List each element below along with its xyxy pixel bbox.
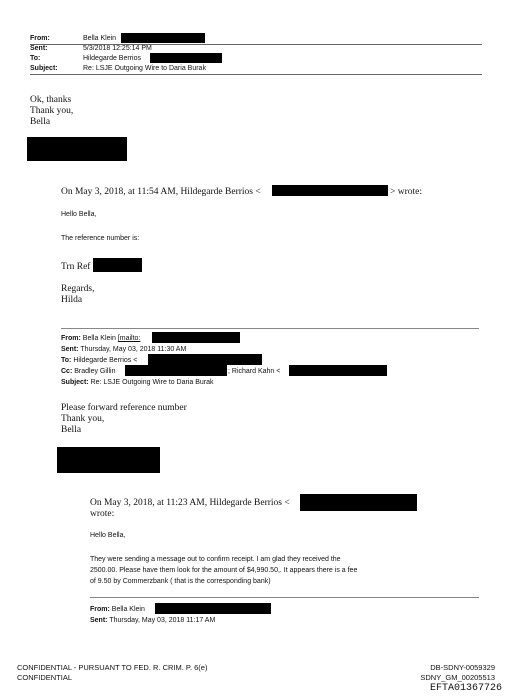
subject-label: Subject: xyxy=(61,379,89,386)
from-label: From: xyxy=(30,35,50,42)
bates-number: DB-SDNY-0059329 xyxy=(430,663,495,672)
redaction-box xyxy=(121,33,205,43)
quote-intro-end: > wrote: xyxy=(390,187,423,197)
email2-subject xyxy=(61,378,214,388)
efta-number: EFTA01367726 xyxy=(429,683,502,694)
sent-value: 5/3/2018 12:25:14 PM xyxy=(83,45,152,52)
redaction-box xyxy=(125,365,227,376)
redaction-box xyxy=(27,137,127,161)
reference-line: The reference number is: xyxy=(61,235,140,242)
sent-label: Sent: xyxy=(61,346,79,353)
email2-cc xyxy=(61,367,115,377)
email3-from xyxy=(90,605,145,615)
email2-from xyxy=(61,334,140,344)
redaction-box xyxy=(93,258,142,272)
to-label: To: xyxy=(61,357,72,364)
greeting: Hello Bella, xyxy=(90,532,126,539)
redaction-box xyxy=(150,53,222,63)
trn-ref-label: Trn Ref xyxy=(61,262,91,272)
quote-intro: On May 3, 2018, at 11:23 AM, Hildegarde Berrios < xyxy=(90,498,290,508)
from-label: From: xyxy=(90,606,110,613)
body-line: Please forward reference number xyxy=(61,403,187,413)
email3-sent xyxy=(90,616,215,626)
body-line: They were sending a message out to confirm receipt. I am glad they received the xyxy=(90,556,341,563)
greeting: Hello Bella, xyxy=(61,211,97,218)
to-value: Hildegarde Berrios < xyxy=(73,357,138,364)
sent-value: Thursday, May 03, 2018 11:30 AM xyxy=(80,346,187,353)
signature-bella: Bella xyxy=(61,425,82,435)
cc-value: Bradley Gillin xyxy=(74,368,116,375)
redaction-box xyxy=(272,185,388,196)
cc-label: Cc: xyxy=(61,368,73,375)
subject-label: Subject: xyxy=(30,65,58,72)
reply-line: Thank you, xyxy=(30,106,74,116)
from-value: Bella Klein xyxy=(82,335,116,342)
body-line: Thank you, xyxy=(61,414,105,424)
header-rule xyxy=(30,74,482,75)
redaction-box xyxy=(289,365,387,376)
quote-intro: On May 3, 2018, at 11:54 AM, Hildegarde Berrios < xyxy=(61,187,261,197)
body-line: of 9.50 by Commerzbank ( that is the corresponding bank) xyxy=(90,578,271,585)
redaction-box xyxy=(148,354,262,365)
redaction-box xyxy=(300,494,417,511)
confidential-notice: CONFIDENTIAL - PURSUANT TO FED. R. CRIM. P. 6(e) xyxy=(17,663,208,672)
from-value: Bella Klein xyxy=(111,606,145,613)
reply-line: Ok, thanks xyxy=(30,95,72,105)
cc-value-2: ; Richard Kahn < xyxy=(228,368,281,375)
quote-rule xyxy=(61,328,479,329)
sent-label: Sent: xyxy=(30,45,48,52)
redaction-box xyxy=(57,447,160,473)
from-label: From: xyxy=(61,335,81,342)
header-rule xyxy=(30,44,482,45)
quote-rule xyxy=(90,597,479,598)
body-line: 2500.00. Please have them look for the amount of $4,990.50,. It appears there is a fee xyxy=(90,567,358,574)
quote-intro-end: wrote: xyxy=(90,509,115,519)
redaction-box xyxy=(152,332,240,343)
bates-number: SDNY_GM_00205513 xyxy=(420,673,495,682)
regards: Regards, xyxy=(61,284,95,294)
from-value: Bella Klein xyxy=(83,35,117,42)
confidential-label: CONFIDENTIAL xyxy=(17,673,73,682)
reply-signature: Bella xyxy=(30,117,51,127)
redaction-box xyxy=(155,603,271,614)
sent-value: Thursday, May 03, 2018 11:17 AM xyxy=(109,617,216,624)
to-label: To: xyxy=(30,55,41,62)
sent-label: Sent: xyxy=(90,617,108,624)
subject-value: Re: LSJE Outgoing Wire to Daria Burak xyxy=(90,379,214,386)
to-value: Hildegarde Berrios xyxy=(83,55,141,62)
subject-value: Re: LSJE Outgoing Wire to Daria Burak xyxy=(83,65,206,72)
mailto-link[interactable]: [mailto: xyxy=(117,335,141,342)
signature-hilda: Hilda xyxy=(61,295,83,305)
